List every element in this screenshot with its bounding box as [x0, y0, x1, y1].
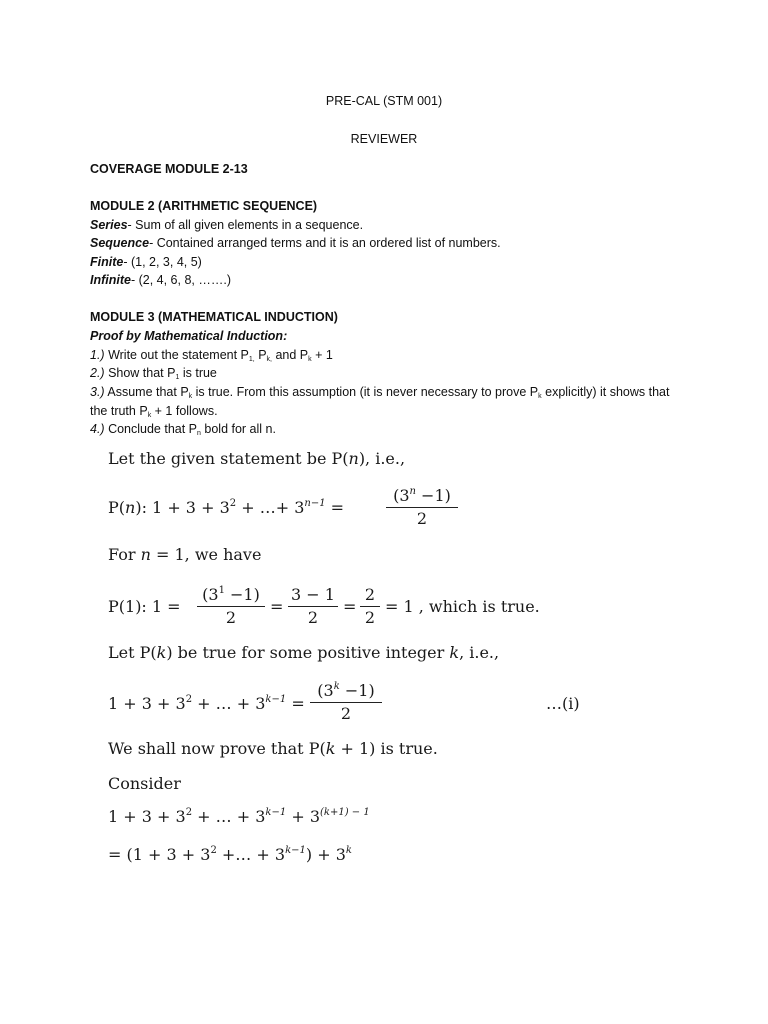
reviewer-title: REVIEWER [350, 132, 418, 146]
p1-equals-1: = [270, 597, 284, 616]
p1-fraction-3: $\frac{2}{2}$ [360, 585, 380, 627]
p1-fraction-1: $\frac{(3^1 -1)}{2}$ [197, 585, 265, 627]
induction-step-2: 2.) Show that $P_1$ is true [90, 366, 217, 381]
induction-step-1: 1.) Write out the statement $P_{1,}$ $P_{k,}$ and $P_k + 1$ [90, 348, 333, 363]
finite-term: Finite [90, 255, 124, 269]
pn-fraction: $\frac{(3^n -1)}{2}$ [386, 486, 458, 528]
induction-subtitle: Proof by Mathematical Induction: [90, 329, 288, 343]
module3-heading: MODULE 3 (MATHEMATICAL INDUCTION) [90, 310, 338, 324]
series-term: Series [90, 218, 128, 232]
prove-statement-line: We shall now prove that P(k + 1) is true. [108, 739, 438, 758]
module2-heading: MODULE 2 (ARITHMETIC SEQUENCE) [90, 199, 318, 213]
p1-equals-2: = [343, 597, 357, 616]
base-case-line: For n = 1, we have [108, 545, 262, 564]
proof-statement-line: Let the given statement be P(n), i.e., [108, 449, 406, 468]
p1-conclusion: = 1 , which is true. [385, 597, 540, 616]
infinite-term: Infinite [90, 273, 131, 287]
finite-text: - (1, 2, 3, 4, 5) [123, 255, 202, 269]
pk-fraction: $\frac{(3^k -1)}{2}$ [310, 681, 382, 723]
infinite-definition [90, 273, 231, 287]
sequence-text: - Contained arranged terms and it is an ordered list of numbers. [149, 236, 501, 250]
induction-step-3: 3.) Assume that $P_k$ is true. From this assumption (it is never necessary to prove $P_k$ explicitly) it shows that [90, 385, 670, 400]
course-title: PRE-CAL (STM 001) [325, 94, 443, 108]
equation-tag-i: …(i) [546, 694, 580, 713]
sequence-definition [90, 236, 501, 250]
series-definition [90, 218, 363, 232]
infinite-text: - (2, 4, 6, 8, …….) [130, 273, 231, 287]
sequence-term: Sequence [90, 236, 150, 250]
pn-equation-lhs: P(n): $1 + 3 + 3^2$ + …+ $3^{n-1}$ = [108, 498, 345, 517]
consider-label: Consider [108, 774, 181, 793]
induction-step-4: 4.) Conclude that $P_n$ bold for all n. [90, 422, 276, 437]
p1-lhs: P(1): 1 = [108, 597, 181, 616]
p1-fraction-2: $\frac{3 - 1}{2}$ [288, 585, 338, 627]
induction-step-3-cont: the truth $P_k + 1$ follows. [90, 404, 218, 419]
sum-expression: $1 + 3 + 3^2$ + … + $3^{k-1} + 3^{(k+1) - 1}$ [108, 807, 370, 826]
induction-hypothesis-line: Let P(k) be true for some positive integer k, i.e., [108, 643, 500, 662]
pk-equation-lhs: $1 + 3 + 3^2$ + … + $3^{k-1}$ = [108, 694, 305, 713]
coverage-heading: COVERAGE MODULE 2-13 [90, 162, 248, 176]
series-text: - Sum of all given elements in a sequence. [127, 218, 364, 232]
finite-definition [90, 255, 202, 269]
grouped-expression: = ($1 + 3 + 3^2$ +… + $3^{k-1}) + 3^k$ [108, 845, 352, 864]
